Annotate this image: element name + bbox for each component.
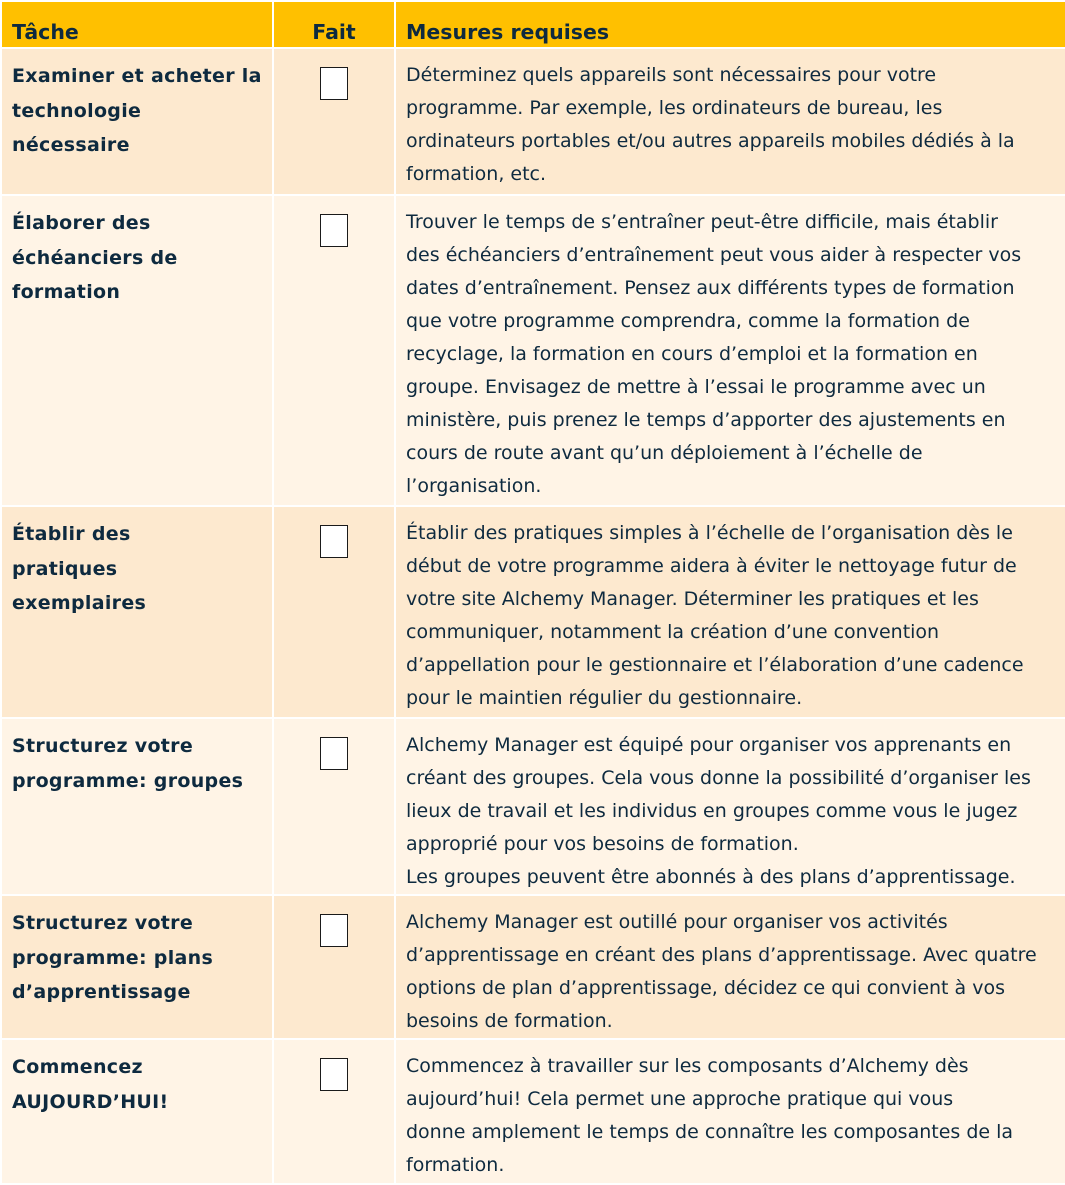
action-line: votre site Alchemy Manager. Déterminer les pratiques et les xyxy=(406,588,979,610)
done-checkbox[interactable] xyxy=(320,67,348,100)
action-line: besoins de formation. xyxy=(406,1010,613,1032)
task-line: technologie nécessaire xyxy=(12,99,142,156)
action-line: ministère, puis prenez le temps d’apporter des ajustements en xyxy=(406,409,1006,431)
action-cell xyxy=(395,48,1065,195)
task-line: exemplaires xyxy=(12,592,147,614)
header-action: Mesures requises xyxy=(395,1,1065,48)
action-line: lieux de travail et les individus en groupes comme vous le jugez xyxy=(406,800,1018,822)
done-checkbox[interactable] xyxy=(320,1058,348,1091)
action-line: d’appellation pour le gestionnaire et l’élaboration d’une cadence xyxy=(406,654,1024,676)
action-line: cours de route avant qu’un déploiement à l’échelle de xyxy=(406,442,923,464)
action-line: l’organisation. xyxy=(406,475,542,497)
done-checkbox[interactable] xyxy=(320,214,348,247)
done-cell xyxy=(273,718,395,895)
task-line: d’apprentissage xyxy=(12,981,191,1003)
action-line: début de votre programme aidera à éviter le nettoyage futur de xyxy=(406,555,1017,577)
header-task: Tâche xyxy=(1,1,273,48)
done-cell xyxy=(273,895,395,1039)
action-line: d’apprentissage en créant des plans d’apprentissage. Avec quatre xyxy=(406,944,1037,966)
done-checkbox[interactable] xyxy=(320,914,348,947)
table-row xyxy=(1,506,1065,718)
task-cell xyxy=(1,895,273,1039)
done-cell xyxy=(273,506,395,718)
action-line: ordinateurs portables et/ou autres appareils mobiles dédiés à la xyxy=(406,130,1015,152)
action-line: options de plan d’apprentissage, décidez ce qui convient à vos xyxy=(406,977,1006,999)
done-checkbox[interactable] xyxy=(320,737,348,770)
action-line: formation. xyxy=(406,1154,505,1176)
task-line: Élaborer des xyxy=(12,212,151,234)
task-line: pratiques xyxy=(12,557,118,580)
header-done: Fait xyxy=(273,1,395,48)
action-line: groupe. Envisagez de mettre à l’essai le programme avec un xyxy=(406,376,986,398)
action-line: communiquer, notamment la création d’une convention xyxy=(406,621,940,643)
task-line: Commencez xyxy=(12,1056,143,1078)
done-cell xyxy=(273,1039,395,1184)
task-cell xyxy=(1,506,273,718)
action-line: dates d’entraînement. Pensez aux différents types de formation xyxy=(406,277,1015,299)
task-cell xyxy=(1,195,273,506)
action-line: approprié pour vos besoins de formation. xyxy=(406,833,799,855)
header-row xyxy=(1,1,1065,48)
action-cell xyxy=(395,195,1065,506)
task-line: AUJOURD’HUI! xyxy=(12,1090,169,1113)
action-line: Déterminez quels appareils sont nécessaires pour votre xyxy=(406,64,937,86)
task-cell xyxy=(1,718,273,895)
action-cell xyxy=(395,895,1065,1039)
done-cell xyxy=(273,195,395,506)
done-cell xyxy=(273,48,395,195)
action-line: Trouver le temps de s’entraîner peut-être difficile, mais établir xyxy=(406,211,998,233)
action-line: Établir des pratiques simples à l’échelle de l’organisation dès le xyxy=(406,522,1013,544)
action-cell xyxy=(395,1039,1065,1184)
task-line: programme: plans xyxy=(12,946,214,969)
action-line: formation, etc. xyxy=(406,163,547,185)
action-line: aujourd’hui! Cela permet une approche pratique qui vous xyxy=(406,1088,954,1110)
action-line: que votre programme comprendra, comme la formation de xyxy=(406,310,970,332)
task-cell xyxy=(1,1039,273,1184)
task-line: Structurez votre xyxy=(12,735,194,757)
action-line: donne amplement le temps de connaître les composantes de la xyxy=(406,1121,1014,1143)
table-row xyxy=(1,195,1065,506)
action-line: créant des groupes. Cela vous donne la possibilité d’organiser les xyxy=(406,767,1031,789)
task-cell xyxy=(1,48,273,195)
action-cell xyxy=(395,506,1065,718)
task-line: Établir des xyxy=(12,523,131,545)
task-line: formation xyxy=(12,281,121,303)
action-line: Alchemy Manager est outillé pour organiser vos activités xyxy=(406,911,948,933)
action-cell xyxy=(395,718,1065,895)
table-row xyxy=(1,48,1065,195)
action-line: pour le maintien régulier du gestionnaire. xyxy=(406,687,803,709)
task-line: Examiner et acheter la xyxy=(12,65,262,87)
table-row xyxy=(1,718,1065,895)
action-line: des échéanciers d’entraînement peut vous aider à respecter vos xyxy=(406,244,1022,266)
action-line: Alchemy Manager est équipé pour organiser vos apprenants en xyxy=(406,734,1012,756)
done-checkbox[interactable] xyxy=(320,525,348,558)
action-line: Commencez à travailler sur les composants d’Alchemy dès xyxy=(406,1055,969,1077)
action-line: programme. Par exemple, les ordinateurs de bureau, les xyxy=(406,97,943,119)
task-line: échéanciers de xyxy=(12,246,178,269)
task-line: programme: groupes xyxy=(12,769,244,792)
table-row xyxy=(1,1039,1065,1184)
action-line: recyclage, la formation en cours d’emploi et la formation en xyxy=(406,343,978,365)
action-line: Les groupes peuvent être abonnés à des plans d’apprentissage. xyxy=(406,866,1016,888)
task-line: Structurez votre xyxy=(12,912,194,934)
table-row xyxy=(1,895,1065,1039)
